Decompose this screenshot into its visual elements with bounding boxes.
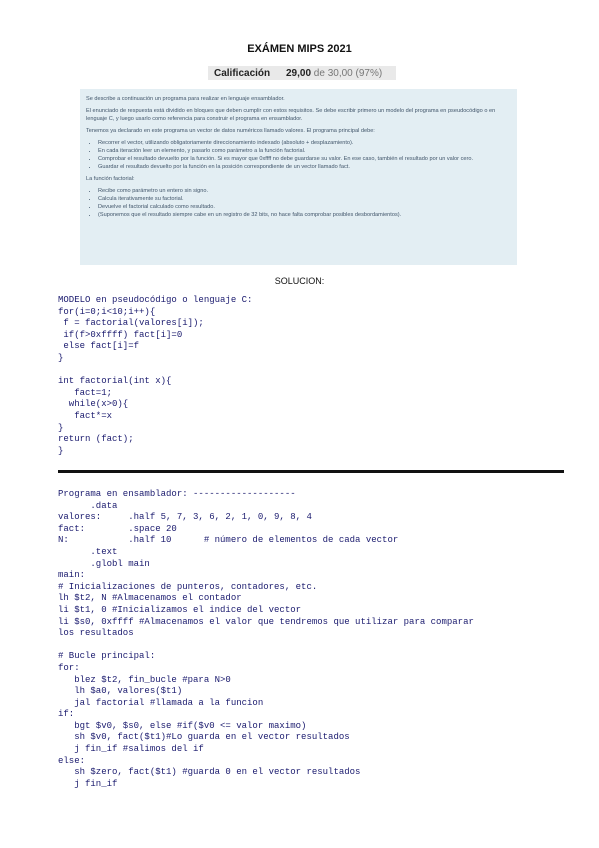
pseudocode-block: MODELO en pseudocódigo o lenguaje C: for(i=0;i<10;i++){ f = factorial(valores[i]); if(f>0xffff) fact[i]=0 else fact[i]=f } int factorial(int x){ fact=1; while(x>0){ fact*=x } return (fact); } [58, 295, 253, 456]
function-requirement: • Calcula iterativamente su factorial. [98, 195, 511, 203]
main-requirement: • Guardar el resultado devuelto por la función en la posición correspondiente de un vector llamado fact. [98, 163, 511, 171]
function-requirements-list [86, 187, 511, 219]
grade-value: 29,00 [286, 67, 312, 79]
main-requirement: • Comprobar el resultado devuelto por la función. Si es mayor que 0xffff no debe guardarse su valor. En ese caso, también el resultado por un valor cero. [98, 155, 511, 163]
function-desc: La función factorial: [86, 176, 135, 182]
function-requirement: • Recibe como parámetro un entero sin signo. [98, 187, 511, 195]
function-requirement: • (Suponemos que el resultado siempre cabe en un registro de 32 bits, no hace falta comprobar posibles desbordamientos). [98, 211, 511, 219]
solution-heading: SOLUCION: [274, 276, 325, 286]
grade-rest: de 30,00 (97%) [311, 67, 383, 79]
main-requirement: • En cada iteración leer un elemento, y pasarlo como parámetro a la función factorial. [98, 147, 511, 155]
intro-line-2: El enunciado de respuesta está dividido en bloques que deben cumplir con estos requisitos. Se debe escribir primero un modelo del programa en pseudocódigo o en lenguaje C, y luego usarlo como referencia para construir el programa en ensamblador. [86, 108, 496, 122]
grade-label: Calificación [214, 67, 271, 79]
grade-score [286, 68, 382, 79]
section-divider [58, 470, 564, 473]
main-requirement: • Recorrer el vector, utilizando obligatoriamente direccionamiento indexado (absoluto + desplazamiento). [98, 139, 511, 147]
exam-statement-box [80, 89, 517, 265]
main-requirements-list [86, 139, 511, 171]
function-requirement: • Devuelve el factorial calculado como resultado. [98, 203, 511, 211]
intro-line-1: Se describe a continuación un programa para realizar en lenguaje ensamblador. [86, 96, 285, 102]
exam-title: EXÁMEN MIPS 2021 [247, 43, 352, 55]
grade-bar [208, 66, 396, 80]
assembly-code-block: Programa en ensamblador: ------------------- .data valores: .half 5, 7, 3, 6, 2, 1, 0, 9, 8, 4 fact: .space 20 N: .half 10 # número de elementos de cada vector .text .globl main main: # Inicializaciones de punteros, contadores, etc. lh $t2, N #Almacenamos el contador li $t1, 0 #Inicializamos el indice del vector li $s0, 0xffff #Almacenamos el valor que tendremos que utilizar para comparar los resultados # Bucle principal: for: blez $t2, fin_bucle #para N>0 lh $a0, valores($t1) jal factorial #llamada a la funcion if: bgt $v0, $s0, else #if($v0 <= valor maximo) sh $v0, fact($t1)#Lo guarda en el vector resultados j fin_if #salimos del if else: sh $zero, fact($t1) #guarda 0 en el vector resultados j fin_if [58, 489, 474, 789]
main-program-desc: Tenemos ya declarado en este programa un vector de datos numéricos llamado valores. El programa principal debe: [86, 128, 375, 134]
